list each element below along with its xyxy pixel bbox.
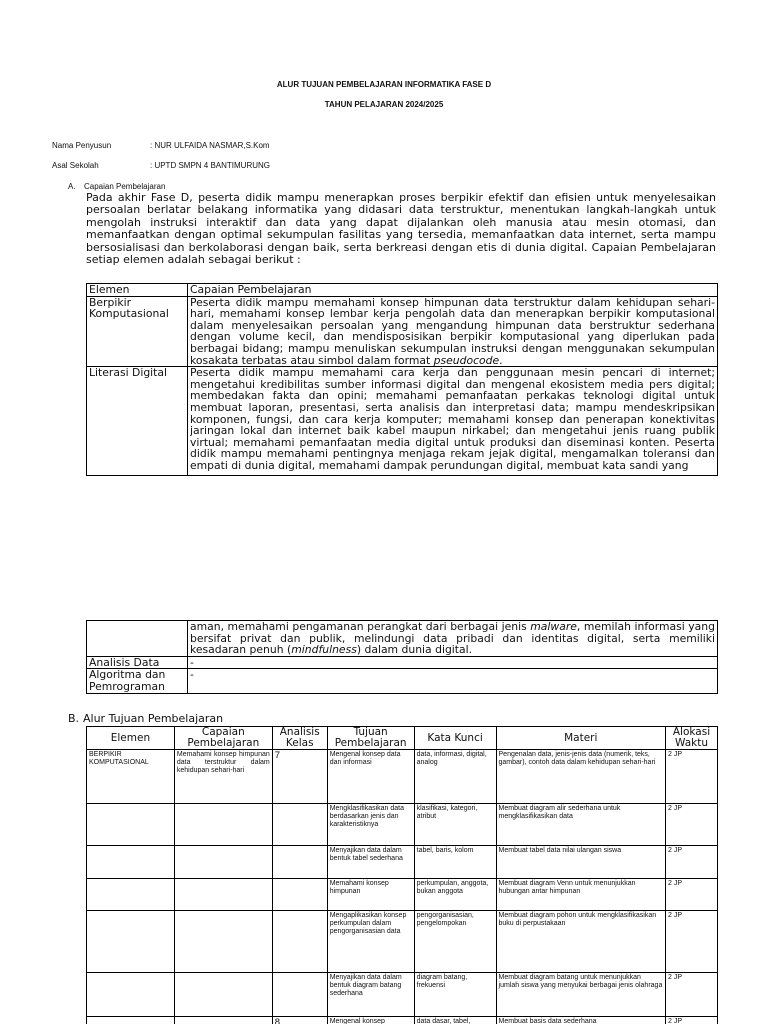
table-row — [87, 846, 718, 879]
school-value: : UPTD SMPN 4 BANTIMURUNG — [150, 161, 271, 170]
atp-elemen — [87, 804, 175, 846]
cp-row-text: - — [188, 669, 718, 693]
atp-kunci: perkumpulan, anggota, bukan anggota — [414, 879, 496, 911]
cp-row-elemen: Berpikir Komputasional — [87, 296, 188, 367]
cp-row-text-main: Peserta didik mampu memahami konsep himpunan data terstruktur dalam kehidupan sehari-hari, memahami konsep lembar kerja pengolah data dan menerapkan berpikir komputasional dalam menyelesaikan persoalan yang mengandung himpunan data berstruktur sederhana dengan volume kecil, dan mendisposisikan berpikir komputasional yang diperlukan pada berbagai bidang; mampu menuliskan sekumpulan instruksi dengan menggunakan sekumpulan kosakata terbatas atau simbol dalam format — [190, 295, 715, 367]
atp-elemen — [87, 911, 175, 973]
atp-waktu: 2 JP — [666, 804, 718, 846]
atp-materi: Membuat diagram alir sederhana untuk mengklasifikasikan data — [496, 804, 665, 846]
atp-waktu: 2 JP — [666, 846, 718, 879]
cp-row-text: - — [188, 656, 718, 669]
table-row — [87, 656, 718, 669]
atp-kelas — [272, 911, 327, 973]
cp-row-elemen: Analisis Data — [87, 656, 188, 669]
section-b-title: Alur Tujuan Pembelajaran — [83, 712, 224, 725]
author-label: Nama Penyusun — [52, 141, 112, 150]
atp-elemen — [87, 879, 175, 911]
cp-row-elemen-empty — [87, 621, 188, 657]
school-label: Asal Sekolah — [52, 161, 99, 170]
atp-elemen — [87, 1017, 175, 1024]
table-row — [87, 750, 718, 804]
cp-row-elemen: Algoritma dan Pemrograman — [87, 669, 188, 693]
table-row — [87, 296, 718, 367]
atp-waktu: 2 JP — [666, 973, 718, 1017]
atp-header-row — [87, 727, 718, 750]
atp-kunci: data dasar, tabel, — [414, 1017, 496, 1024]
atp-waktu: 2 JP — [666, 879, 718, 911]
section-a-letter: A. — [68, 182, 76, 191]
atp-materi: Membuat diagram batang untuk menunjukkan jumlah siswa yang menyukai berbagai jenis olahraga — [496, 973, 665, 1017]
document-title: ALUR TUJUAN PEMBELAJARAN INFORMATIKA FASE D — [276, 80, 492, 89]
atp-waktu: 2 JP — [666, 750, 718, 804]
atp-head-kunci: Kata Kunci — [414, 727, 496, 750]
atp-capaian — [174, 911, 272, 973]
atp-tujuan: Menyajikan data dalam bentuk tabel sederhana — [327, 846, 414, 879]
cp-table-header — [87, 284, 718, 297]
atp-kelas: 7 — [272, 750, 327, 804]
cp-head-elemen: Elemen — [87, 284, 188, 297]
atp-materi: Membuat tabel data nilai ulangan siswa — [496, 846, 665, 879]
section-a-title: Capaian Pembelajaran — [84, 182, 166, 191]
atp-tujuan: Memahami konsep himpunan — [327, 879, 414, 911]
atp-tujuan: Mengklasifikasikan data berdasarkan jenis dan karakteristiknya — [327, 804, 414, 846]
cont-text-1: aman, memahami pengamanan perangkat dari berbagai jenis — [190, 620, 531, 633]
table-row — [87, 1017, 718, 1024]
atp-materi: Membuat diagram pohon untuk mengklasifikasikan buku di perpustakaan — [496, 911, 665, 973]
atp-capaian — [174, 973, 272, 1017]
atp-tujuan: Mengenal konsep — [327, 1017, 414, 1024]
atp-kelas — [272, 879, 327, 911]
cp-row-text — [188, 296, 718, 367]
cont-text-2: , memilah informasi yang bersifat privat dan publik, melindungi data pribadi dan identitas digital, serta memiliki kesadaran penuh ( — [190, 620, 715, 657]
atp-capaian: Memahami konsep himpunan data terstruktur dalam kehidupan sehari-hari — [174, 750, 272, 804]
table-row — [87, 367, 718, 476]
atp-materi: Membuat basis data sederhana — [496, 1017, 665, 1024]
author-value: : NUR ULFAIDA NASMAR,S.Kom — [150, 141, 270, 150]
atp-head-materi: Materi — [496, 727, 665, 750]
atp-table — [86, 726, 718, 1024]
atp-capaian — [174, 804, 272, 846]
table-row — [87, 911, 718, 973]
atp-elemen — [87, 973, 175, 1017]
table-row — [87, 621, 718, 657]
atp-tujuan: Mengaplikasikan konsep perkumpulan dalam pengorganisasian data — [327, 911, 414, 973]
section-a-heading — [68, 182, 165, 191]
cp-row-text-italic: pseudocode — [433, 353, 500, 367]
atp-head-elemen: Elemen — [87, 727, 175, 750]
table-row — [87, 879, 718, 911]
cont-text-3: ) dalam dunia digital. — [356, 643, 473, 657]
atp-kunci: klasifikasi, kategori, atribut — [414, 804, 496, 846]
table-row — [87, 973, 718, 1017]
cp-row-text-end: . — [499, 353, 503, 367]
cont-italic-1: malware — [530, 620, 577, 633]
cp-row-elemen: Literasi Digital — [87, 367, 188, 476]
atp-kunci: diagram batang, frekuensi — [414, 973, 496, 1017]
cp-row-text — [188, 367, 718, 476]
atp-materi: Membuat diagram Venn untuk menunjukkan hubungan antar himpunan — [496, 879, 665, 911]
cp-table — [86, 283, 718, 476]
atp-head-kelas: Analisis Kelas — [272, 727, 327, 750]
atp-head-tujuan: Tujuan Pembelajaran — [327, 727, 414, 750]
table-row — [87, 669, 718, 693]
atp-kelas — [272, 846, 327, 879]
cp-head-capaian: Capaian Pembelajaran — [188, 284, 718, 297]
cp-table-continued — [86, 620, 718, 694]
atp-elemen — [87, 846, 175, 879]
document-subtitle: TAHUN PELAJARAN 2024/2025 — [324, 100, 444, 109]
atp-tujuan: Menyajikan data dalam bentuk diagram batang sederhana — [327, 973, 414, 1017]
section-a-intro: Pada akhir Fase D, peserta didik mampu menerapkan proses berpikir efektif dan efisien untuk menyelesaikan persoalan berlatar belakang informatika yang didasari data terstruktur, menentukan langkah-langkah untuk mengolah instruksi interaktif dan data yang dapat dijalankan oleh manusia atau mesin otomasi, dan memanfaatkan dengan optimal sekumpulan fasilitas yang tersedia, memanfaatkan data internet, serta mampu bersosialisasi dan berkolaborasi dengan baik, serta berkreasi dengan etis di dunia digital. Capaian Pembelajaran setiap elemen adalah sebagai berikut : — [86, 191, 716, 267]
section-b-heading — [68, 712, 223, 725]
atp-capaian — [174, 879, 272, 911]
atp-elemen: BERPIKIR KOMPUTASIONAL — [87, 750, 175, 804]
atp-materi: Pengenalan data, jenis-jenis data (numerik, teks, gambar), contoh data dalam kehidupan sehari-hari — [496, 750, 665, 804]
atp-kunci: tabel, baris, kolom — [414, 846, 496, 879]
cont-italic-2: mindfulness — [291, 643, 357, 657]
atp-kelas — [272, 973, 327, 1017]
cp-row-text-continued — [188, 621, 718, 657]
table-row — [87, 804, 718, 846]
atp-capaian — [174, 846, 272, 879]
atp-head-capaian: Capaian Pembelajaran — [174, 727, 272, 750]
atp-waktu: 2 JP — [666, 911, 718, 973]
cp-row-text-main: Peserta didik mampu memahami cara kerja dan penggunaan mesin pencari di internet; mengetahui kredibilitas sumber informasi digital dan mengenal ekosistem media pers digital; membedakan fakta dan opini; memahami pemanfaatan perkakas teknologi digital untuk membuat laporan, presentasi, serta analisis dan interpretasi data; mampu mendeskripsikan komponen, fungsi, dan cara kerja komputer; memahami konsep dan penerapan konektivitas jaringan lokal dan internet baik kabel maupun nirkabel; dan mengetahui jenis ruang publik virtual; memahami pemanfaatan media digital untuk produksi dan diseminasi konten. Peserta didik mampu memahami pentingnya menjaga rekam jejak digital, mengamalkan toleransi dan empati di dunia digital, memahami dampak perundungan digital, membuat kata sandi yang — [190, 367, 715, 472]
atp-tujuan: Mengenal konsep data dan informasi — [327, 750, 414, 804]
atp-capaian — [174, 1017, 272, 1024]
section-b-letter: B. — [68, 712, 80, 725]
atp-kelas — [272, 804, 327, 846]
atp-kelas: 8 — [272, 1017, 327, 1024]
atp-head-waktu: Alokasi Waktu — [666, 727, 718, 750]
atp-kunci: pengorganisasian, pengelompokan — [414, 911, 496, 973]
atp-waktu: 2 JP — [666, 1017, 718, 1024]
atp-kunci: data, informasi, digital, analog — [414, 750, 496, 804]
